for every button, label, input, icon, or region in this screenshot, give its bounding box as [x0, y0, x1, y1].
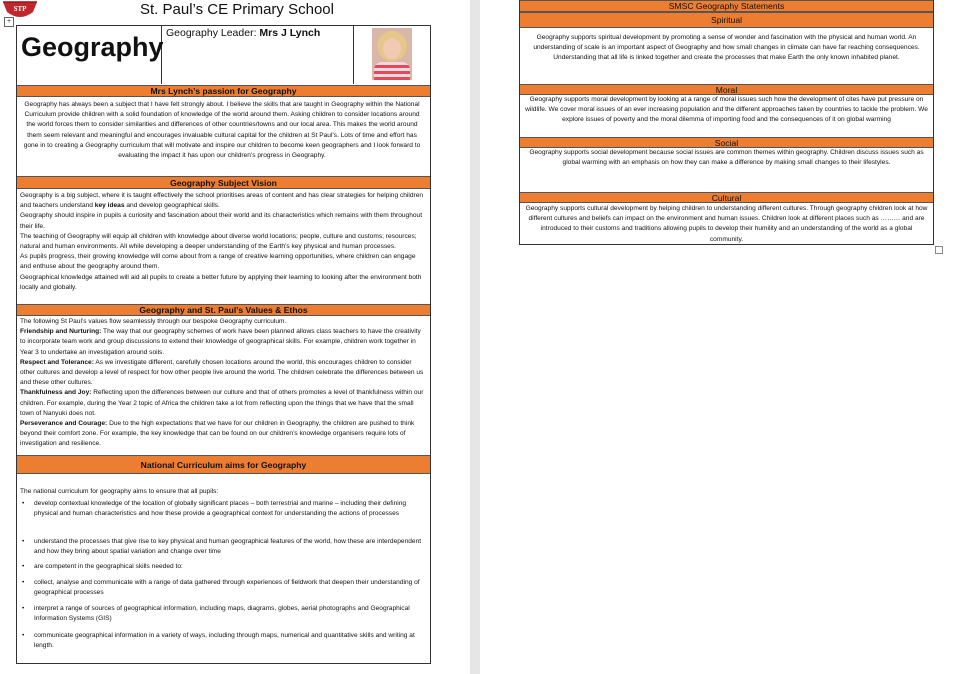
page-gutter [470, 0, 480, 674]
value-item: Perseverance and Courage: Due to the high expectations that we have for our children in Geography, the children are pushed to think beyond their comfort zone. For example, the key knowledge that can be found on our children’s knowledge organisers require lots of investigation and resilience. [20, 420, 415, 448]
spiritual-text: Geography supports spiritual development by promoting a sense of wonder and fascination with the physical and human world. An understanding of scale is an important aspect of Geography and how small changes in climate can have far reaching consequences. Understanding that all life is linked together and create the processes that make Earth the only known inhabited planet. [533, 34, 920, 62]
national-heading: National Curriculum aims for Geography [17, 455, 430, 474]
spiritual-heading: Spiritual [520, 12, 933, 28]
title-cell [17, 26, 162, 84]
social-text: Geography supports social development because social issues are common themes within geography. Children discuss issues such as global warming with an emphasis on how they can make a difference by making small changes to their lifestyles. [529, 149, 924, 167]
values-intro: The following St Paul’s values flow seamlessly through our bespoke Geography curriculum. [20, 318, 287, 325]
cultural-text: Geography supports cultural development by helping children to understanding different cultures. Through geography children look at how different cultures and beliefs can impact on the environment and human issues. Children look at different places such as ……… and are introduced to their customs and traditions allowing pupils to develop their humility and an understanding of the world as a global community. [525, 205, 928, 243]
values-heading: Geography and St. Paul’s Values & Ethos [17, 304, 430, 316]
table-resize-handle-icon[interactable] [935, 246, 943, 254]
list-item: • develop contextual knowledge of the location of globally significant places – both terrestrial and marine – including their defining physical and human characteristics and how these provide a geographical context for understanding the actions of processes [22, 500, 407, 518]
smsc-title: SMSC Geography Statements [520, 0, 933, 12]
school-name: St. Paul’s CE Primary School [140, 1, 334, 18]
vision-p3: The teaching of Geography will equip all children with knowledge about diverse world locations; people, culture and customs; resources; natural and human environments. All while developing a deeper understanding of the Earth’s key physical and human processes. [20, 232, 417, 251]
vision-text [20, 191, 424, 293]
vision-p2: Geography should inspire in pupils a curiosity and fascination about their world and its characteristics which remains with them throughout their life. [20, 212, 423, 230]
table-move-handle-icon[interactable]: + [4, 17, 14, 27]
list-item: • understand the processes that give rise to key physical and human geographical features of the world, how these are interdependent and how they bring about spatial variation and change over time [22, 538, 422, 556]
leader-label: Geography Leader: [166, 27, 257, 39]
passion-text: Geography has always been a subject that I have felt strongly about. I believe the skills that are taught in Geography within the National Curriculum provide children with a solid foundation of knowledge of the world around them. Asking children to consider locations around the world forces them to consider similarities and differences of other countries/towns and our local area. This makes the world around them seem relevant and meaningful and encourages invaluable cultural capital for the children at St Paul’s. Lots of time and effort has gone in to creating a Geography curriculum that will motivate and inspire our children to become keen geographers and I look forward to evaluating the impact it has upon our children’s progress in Geography. [23, 101, 421, 160]
subject-leader [166, 27, 320, 39]
value-item: Thankfulness and Joy: Reflecting upon the differences between our culture and that of others promotes a level of thankfulness within our children. For example, during the Year 2 topic of Africa the children take a lot from reflecting upon the things that we have that the small town of Nanyuki does not. [20, 389, 424, 417]
vision-p4: As pupils progress, their growing knowledge will come about from a range of creative learning opportunities, where children can engage and enthuse about the geography around them. [20, 253, 416, 271]
cultural-heading: Cultural [520, 192, 933, 203]
values-text [20, 317, 424, 450]
value-item: Respect and Tolerance: As we investigate different, carefully chosen locations around the world, this encourages children to consider other cultures and develop a level of respect for how other people live around the world. The children celebrate the differences between us and these other cultures. [20, 358, 424, 387]
vision-p5: Geographical knowledge attained will aid all pupils to create a better future by applying their learning to looking after the environment both locally and globally. [20, 273, 422, 291]
national-intro: The national curriculum for geography aims to ensure that all pupils: [20, 488, 219, 495]
list-item: • are competent in the geographical skills needed to: [22, 563, 183, 570]
social-heading: Social [520, 137, 933, 148]
vision-heading: Geography Subject Vision [17, 176, 430, 189]
moral-text: Geography supports moral development by looking at a range of moral issues such how the development of cites have put pressure on wildlife. We cover moral issues of an ever increasing population and the different approaches taken by countries to tackle the problem. We explore issues of poverty and the moral dilemma of importing food and the consequences of it on global warming [525, 96, 928, 124]
leader-photo[interactable] [372, 28, 412, 80]
vision-p1: Geography is a big subject, where it is taught effectively the school prioritises areas of content and has clear strategies for helping children and teachers understand key ideas and develop geographical skills. [20, 192, 424, 210]
list-item: • communicate geographical information in a variety of ways, including through maps, numerical and quantitative skills and writing at length. [22, 632, 415, 650]
list-item: • collect, analyse and communicate with a range of data gathered through experiences of fieldwork that deepen their understanding of geographical processes [22, 579, 420, 597]
leader-name: Mrs J Lynch [259, 27, 321, 39]
value-item: Friendship and Nurturing: The way that our geography schemes of work have been planned allows class teachers to have the creativity to incorporate team work and group discussions to extend their knowledge of geographical skills. For example, children work together in Year 3 to undertake an investigation around soils. [20, 328, 421, 356]
passion-heading: Mrs Lynch’s passion for Geography [17, 85, 430, 97]
page-title: Geography [21, 32, 164, 62]
moral-heading: Moral [520, 84, 933, 95]
leader-photo-cell [353, 26, 430, 84]
logo-text: STP [13, 5, 27, 13]
list-item: • interpret a range of sources of geographical information, including maps, diagrams, globes, aerial photographs and Geographical Information Systems (GIS) [22, 605, 410, 623]
